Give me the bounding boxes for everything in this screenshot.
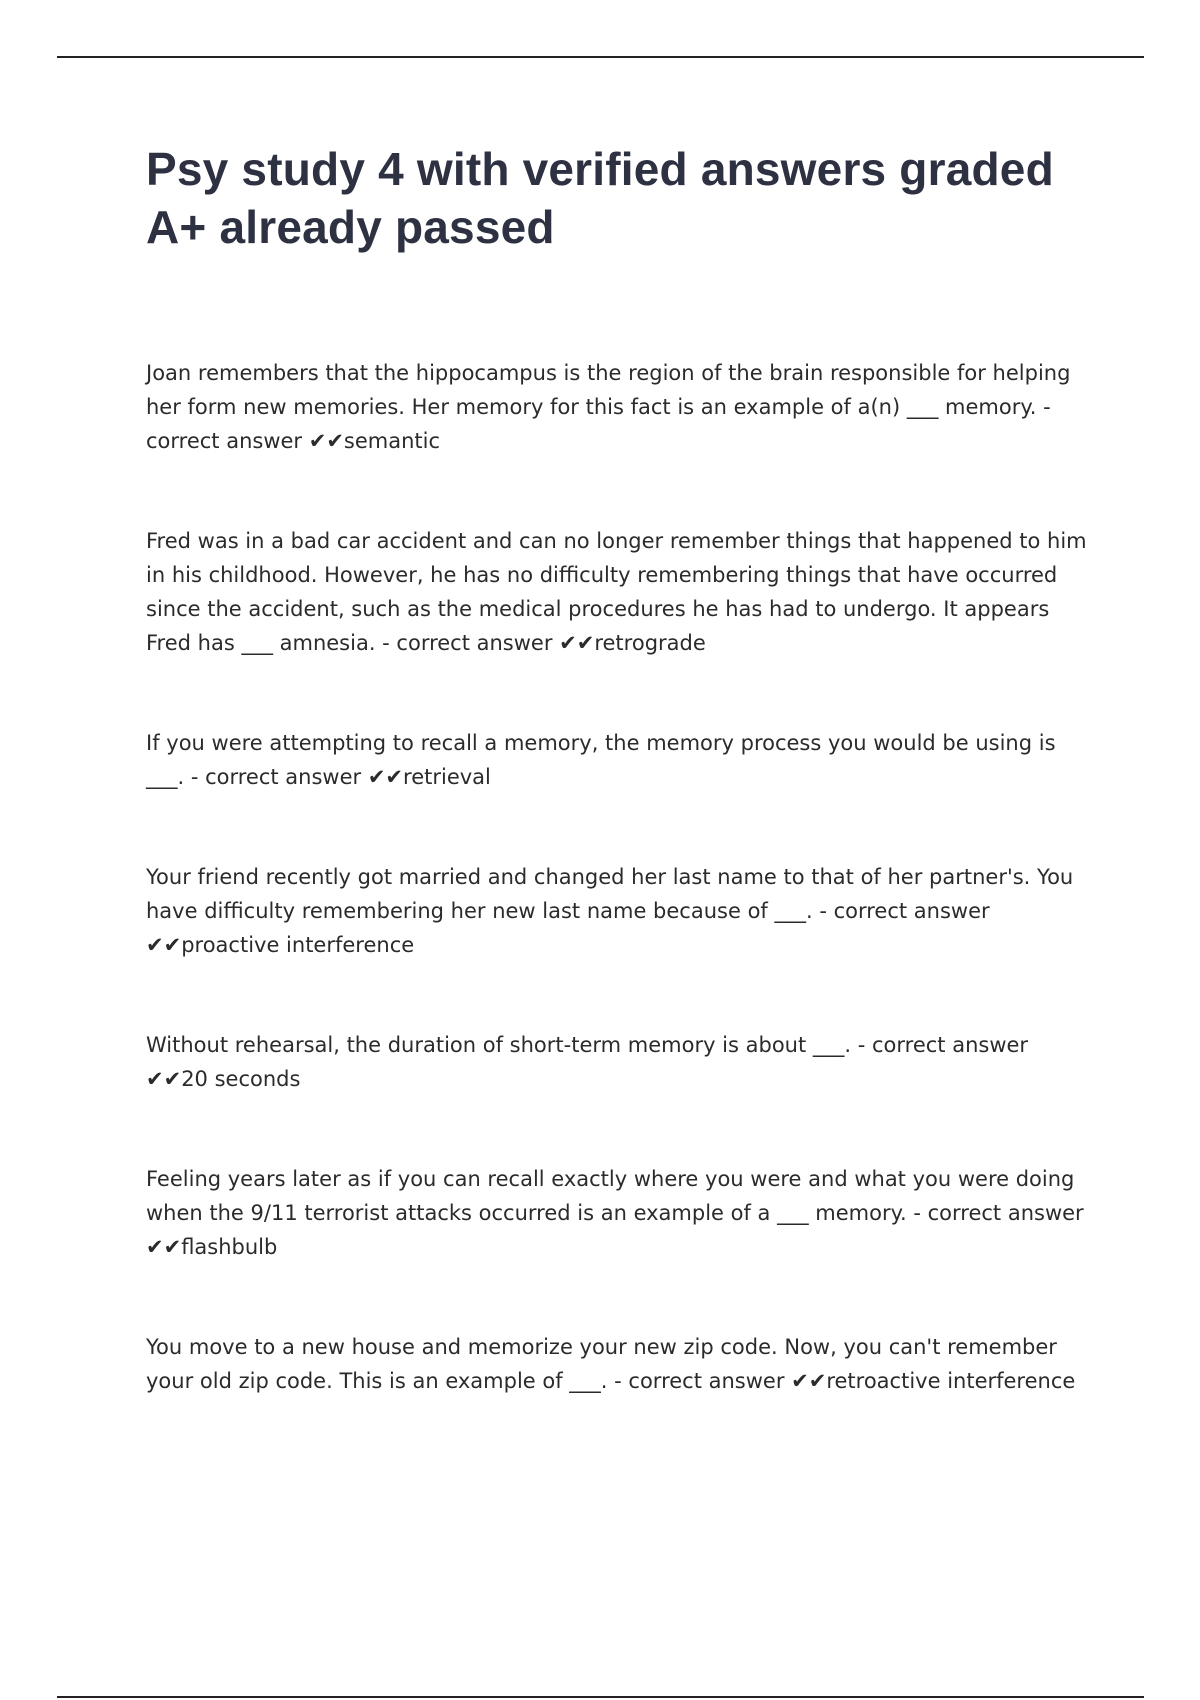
question-item-1: Joan remembers that the hippocampus is the region of the brain responsible for helping her form new memories. Her memory for this fact is an example of a(n) ___ memory. - correct answer ✔✔semantic (146, 361, 1071, 453)
question-item-5: Without rehearsal, the duration of short-term memory is about ___. - correct answer ✔✔20 seconds (146, 1033, 1029, 1091)
question-item-4: Your friend recently got married and changed her last name to that of her partner's. You have difficulty remembering her new last name because of ___. - correct answer ✔✔proactive interference (146, 865, 1074, 957)
bottom-rule (57, 1696, 1144, 1698)
question-item-7: You move to a new house and memorize your new zip code. Now, you can't remember your old zip code. This is an example of ___. - correct answer ✔✔retroactive interference (146, 1335, 1076, 1393)
top-rule (57, 56, 1144, 58)
question-item-6: Feeling years later as if you can recall exactly where you were and what you were doing when the 9/11 terrorist attacks occurred is an example of a ___ memory. - correct answer ✔✔flashbulb (146, 1167, 1084, 1259)
document-body (146, 140, 1091, 1464)
question-list (146, 356, 1091, 1398)
question-item-2: Fred was in a bad car accident and can no longer remember things that happened to him in his childhood. However, he has no difficulty remembering things that have occurred since the accident, such as the medical procedures he has had to undergo. It appears Fred has ___ amnesia. - correct answer ✔✔retrograde (146, 529, 1087, 655)
question-item-3: If you were attempting to recall a memory, the memory process you would be using is ___. - correct answer ✔✔retrieval (146, 731, 1056, 789)
document-title: Psy study 4 with verified answers graded A+ already passed (146, 143, 1054, 253)
